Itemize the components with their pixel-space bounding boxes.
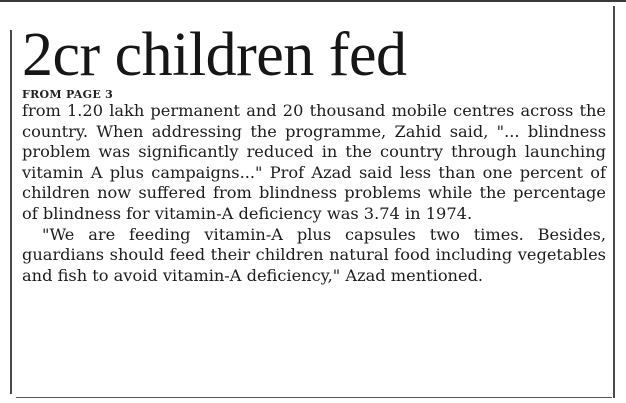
right-column-rule — [613, 6, 615, 398]
news-article — [22, 21, 606, 286]
top-rule — [0, 0, 626, 2]
article-paragraph: "We are feeding vitamin-A plus capsules two times. Besides, guardians should feed their children natural food including vegetables and fish to avoid vitamin-A deficiency," Azad mentioned. — [22, 224, 606, 285]
left-column-rule — [10, 30, 12, 394]
article-paragraph: from 1.20 lakh permanent and 20 thousand mobile centres across the country. When addressing the programme, Zahid said, "... blindness problem was significantly reduced in the country through launching vitamin A plus campaigns..." Prof Azad said less than one percent of children now suffered from blindness problems while the percentage of blindness for vitamin-A deficiency was 3.74 in 1974. — [22, 101, 606, 223]
bottom-rule — [16, 397, 612, 398]
headline: 2cr children fed — [22, 21, 407, 89]
jump-line: FROM PAGE 3 — [22, 88, 114, 101]
